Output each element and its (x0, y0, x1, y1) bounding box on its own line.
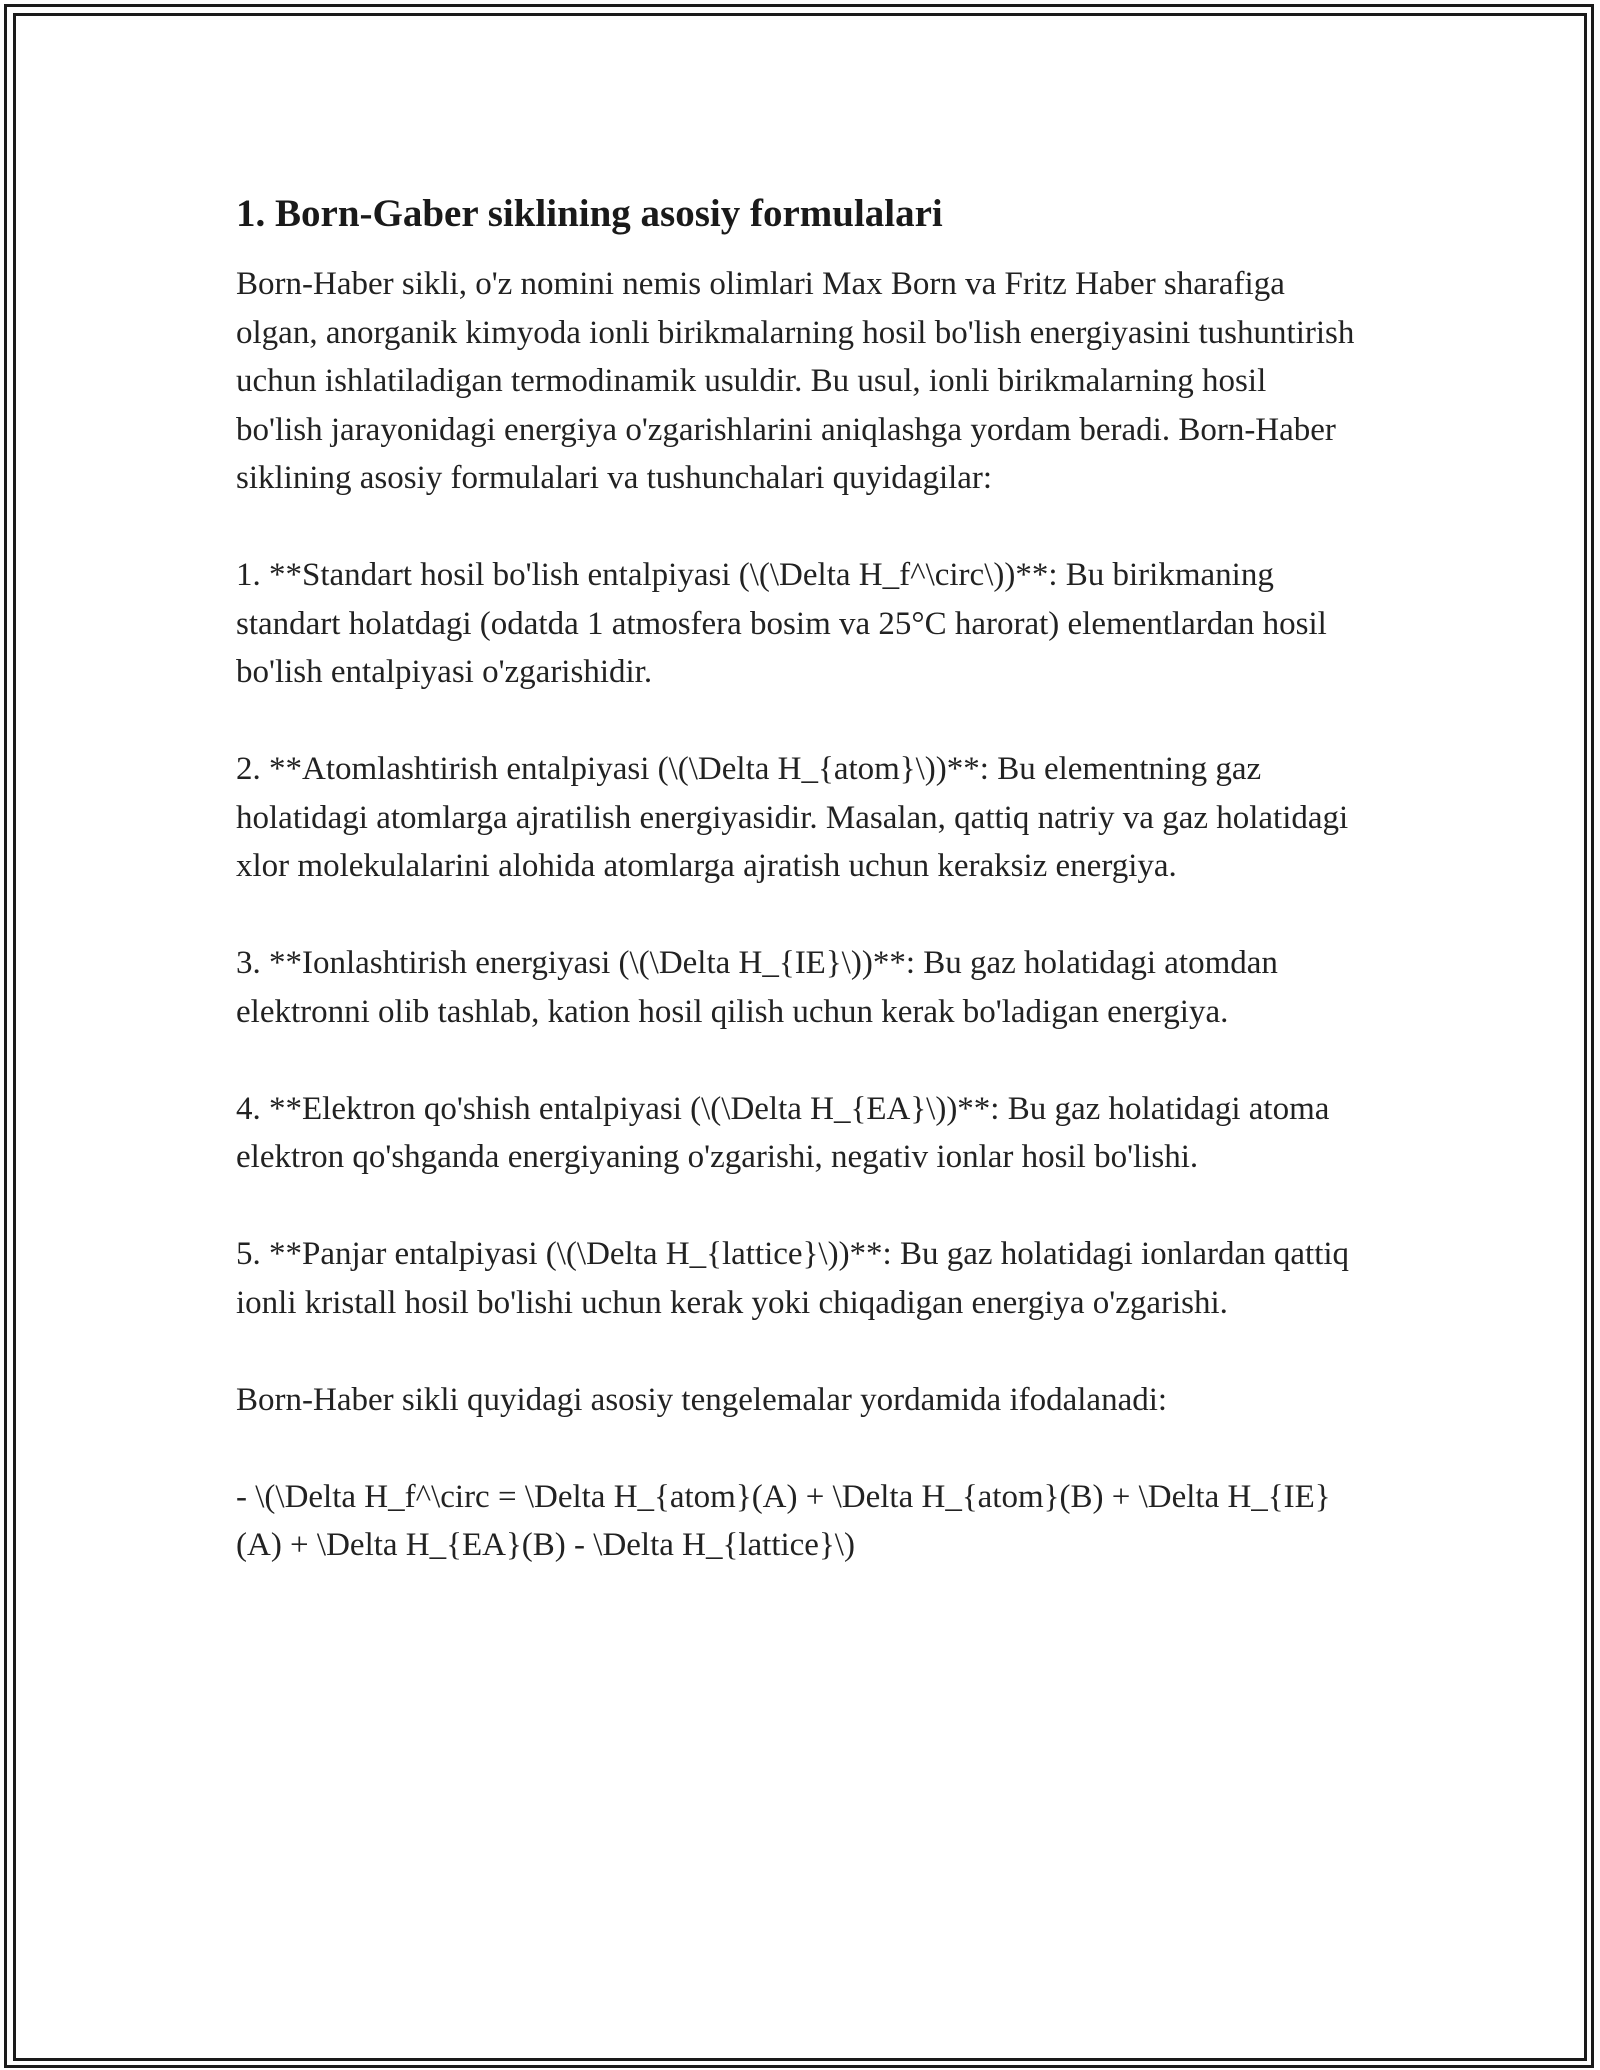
list-item-lattice-enthalpy: 5. **Panjar entalpiyasi (\(\Delta H_{lattice}\))**: Bu gaz holatidagi ionlardan qattiq ionli kristall hosil bo'lishi uchun kerak yoki chiqadigan energiya o'zgarishi. (236, 1236, 1350, 1321)
intro-paragraph: Born-Haber sikli, o'z nomini nemis olimlari Max Born va Fritz Haber sharafiga olgan, anorganik kimyoda ionli birikmalarning hosil bo'lish energiyasini tushuntirish uchun ishlatiladigan termodinamik usuldir. Bu usul, ionli birikmalarning hosil bo'lish jarayonidagi energiya o'zgarishlarini aniqlashga yordam beradi. Born-Haber siklining asosiy formulalari va tushunchalari quyidagilar: (236, 266, 1355, 496)
list-item-standard-enthalpy: 1. **Standart hosil bo'lish entalpiyasi (\(\Delta H_f^\circ\))**: Bu birikmaning standart holatdagi (odatda 1 atmosfera bosim va 25°C harorat) elementlardan hosil bo'lish entalpiyasi o'zgarishidir. (236, 557, 1327, 690)
equation: - \(\Delta H_f^\circ = \Delta H_{atom}(A) + \Delta H_{atom}(B) + \Delta H_{IE}(A) + \Delta H_{EA}(B) - \Delta H_{lattice}\) (236, 1478, 1331, 1563)
list-item-electron-affinity: 4. **Elektron qo'shish entalpiyasi (\(\Delta H_{EA}\))**: Bu gaz holatidagi atoma elektron qo'shganda energiyaning o'zgarishi, negativ ionlar hosil bo'lishi. (236, 1090, 1330, 1175)
list-item-atomization-enthalpy: 2. **Atomlashtirish entalpiyasi (\(\Delta H_{atom}\))**: Bu elementning gaz holatidagi atomlarga ajratilish energiyasidir. Masalan, qattiq natriy va gaz holatidagi xlor molekulalarini alohida atomlarga ajratish uchun keraksiz energiya. (236, 751, 1349, 884)
document-body (236, 186, 1356, 1618)
equation-intro: Born-Haber sikli quyidagi asosiy tengelemalar yordamida ifodalanadi: (236, 1381, 1168, 1418)
document-title: 1. Born-Gaber siklining asosiy formulalari (236, 192, 943, 235)
list-item-ionization-energy: 3. **Ionlashtirish energiyasi (\(\Delta H_{IE}\))**: Bu gaz holatidagi atomdan elektronni olib tashlab, kation hosil qilish uchun kerak bo'ladigan energiya. (236, 945, 1278, 1030)
